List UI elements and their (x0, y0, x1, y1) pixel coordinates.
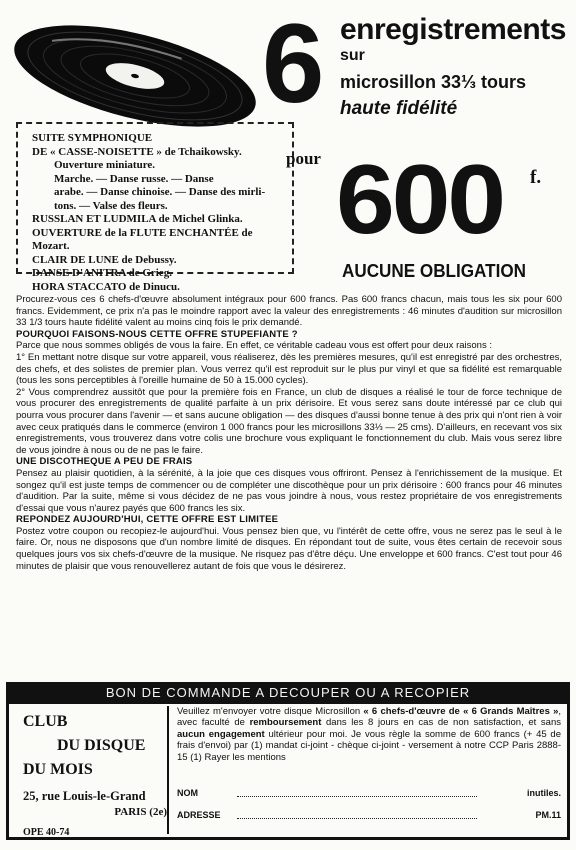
order-text (177, 706, 561, 763)
paragraph: Parce que nous sommes obligés de vous la faire. En effet, ce véritable cadeau vous est offert pour deux raisons : (16, 340, 492, 352)
hero-line-4: haute fidélité (340, 98, 458, 119)
hero-line-3: microsillon 33⅓ tours (340, 72, 527, 92)
name-label: NOM (177, 788, 198, 798)
program-item: SUITE SYMPHONIQUE (32, 132, 153, 144)
vinyl-record-illustration (6, 18, 264, 134)
order-text-part: dans les 8 jours en cas de non satisfaction, et sans (321, 717, 561, 729)
no-obligation-label: AUCUNE OBLIGATION (342, 261, 526, 281)
order-text-part: remboursement (249, 717, 322, 729)
club-phone: OPE 40-74 (23, 827, 70, 838)
program-item: tons. — Valse des fleurs. (54, 199, 168, 212)
paragraph: Postez votre coupon ou recopiez-le aujourd'hui. Vous pensez bien que, vu l'intérêt de cette offre, vous ne serez pas le seul à le faire. Or, nous ne disposons que d'un nombre limité de disques. En répondant tout de suite, vous êtes certain de recevoir sous quelques jours vos six chefs-d'œuvre de la musique. Ne risquez pas d'être déçu. Une enveloppe et 600 francs. C'est tout pour 46 minutes de plaisir que vous renouvellerez autant de fois que vous le désirerez. (16, 525, 562, 572)
body-copy (16, 294, 562, 572)
form-divider (167, 706, 169, 834)
paragraph: 2° Vous comprendrez aussitôt que pour la première fois en France, un club de disques a réalisé le tour de force technique de vous procurer des enregistrements de qualité parfaite à un prix dérisoire. Et vous serez sans doute intéressé par ce club qui pourra vous procurer dans l'avenir — et sans aucune obligation — des disques d'aussi bonne tenue à des prix qui n'ont rien à voir avec ceux pratiqués dans le commerce (environ 1 000 francs pour les microsillons 33⅓ — 25 cms). D'ailleurs, en recevant vos six enregistrements, vous trouverez dans votre colis une brochure vous expliquant le fonctionnement du club. Mais vous serez libre de vous joindre à nous ou de ne pas le faire. (16, 386, 562, 456)
program-list (16, 122, 294, 293)
program-item: CLAIR DE LUNE de Debussy. (32, 253, 177, 266)
paragraph: Procurez-vous ces 6 chefs-d'œuvre absolument intégraux pour 600 francs. Pas 600 francs chacun, mais tous les six pour 600 francs. Evidemment, ce prix n'a pas le moindre rapport avec la valeur des enregistrements : 46 minutes d'audition sur microsillon 33 1/3 tours haute fidélité valent au moins cinq fois le prix demandé. (16, 294, 562, 329)
hero-number: 6 (262, 1, 321, 126)
price-unit: f. (530, 167, 542, 188)
hero-line-2: sur (340, 47, 365, 64)
order-form-banner: BON DE COMMANDE A DECOUPER OU A RECOPIER (6, 682, 570, 704)
paragraph: 1° En mettant notre disque sur votre appareil, vous réaliserez, dès les premières mesures, qu'il est enregistré par des orchestres, des chefs, et des solistes de premier plan. Vous verrez qu'il est reproduit sur le plus pur vinyl et que sa fidélité est remarquable (tous les sons perceptibles à l'oreille humaine de 50 à 15.000 cycles). (16, 351, 562, 387)
program-item: RUSSLAN ET LUDMILA de Michel Glinka. (32, 213, 243, 225)
price-prefix: pour (286, 149, 321, 168)
club-street: 25, rue Louis-le-Grand (23, 789, 146, 803)
name-blank-line[interactable] (237, 796, 477, 797)
price-value: 600 (336, 144, 503, 254)
order-text-part: « 6 chefs-d'œuvre de « 6 Grands Maîtres » (363, 706, 559, 717)
name-field[interactable] (177, 786, 561, 800)
useless-note: inutiles. (526, 788, 561, 798)
address-label: ADRESSE (177, 810, 221, 820)
section-heading: REPONDEZ AUJOURD'HUI, CETTE OFFRE EST LIMITEE (16, 514, 279, 526)
order-text-part: Veuillez m'envoyer votre disque Microsillon (177, 706, 364, 717)
club-address-block (23, 710, 173, 842)
club-city: PARIS (2e) (114, 806, 167, 818)
club-name-line: CLUB (23, 713, 68, 730)
program-item: Ouverture miniature. (54, 159, 156, 171)
hero-headline (340, 14, 572, 120)
club-name-line: DU DISQUE (57, 737, 146, 754)
section-heading: POURQUOI FAISONS-NOUS CETTE OFFRE STUPEFIANTE ? (16, 328, 298, 340)
order-form (6, 704, 570, 840)
order-text-part: ultérieur pour moi. Je vous règle la somme de 600 francs (+ 45 de frais d'envoi) par (1) mandat ci-joint - chèque ci-joint - versement à notre CCP Paris 2888-15 (1) Rayer les mentions (177, 728, 561, 763)
hero-line-1: enregistrements (340, 13, 566, 46)
program-item: Marche. — Danse russe. — Danse (54, 172, 214, 185)
program-item: arabe. — Danse chinoise. — Danse des mirli- (54, 186, 266, 198)
program-item: OUVERTURE de la FLUTE ENCHANTÉE de Mozart. (32, 226, 253, 252)
section-heading: UNE DISCOTHEQUE A PEU DE FRAIS (16, 456, 193, 468)
order-text-part: aucun engagement (177, 728, 265, 740)
order-text-part: , avec faculté de (177, 706, 562, 729)
paragraph: Pensez au plaisir quotidien, à la sérénité, à la joie que ces disques vous offriront. Pensez à l'enrichissement de la musique. Et songez qu'il est juste temps de commencer ou de compléter une discothèque pour un prix dérisoire : 600 francs pour 46 minutes d'audition. Par la suite, même si vous décidez de ne pas vous joindre à nous, vous restez propriétaire de vos enregistrements d'essai que vous n'aurez payés que 600 francs les six. (16, 467, 562, 514)
address-field[interactable] (177, 808, 561, 822)
program-item: DE « CASSE-NOISETTE » de Tchaikowsky. (32, 145, 242, 158)
address-blank-line[interactable] (237, 818, 477, 819)
program-item: DANSE D'ANITRA de Grieg. (32, 267, 172, 279)
form-code: PM.11 (535, 810, 561, 820)
program-item: HORA STACCATO de Dinucu. (32, 280, 180, 293)
club-name-line: DU MOIS (23, 761, 93, 778)
